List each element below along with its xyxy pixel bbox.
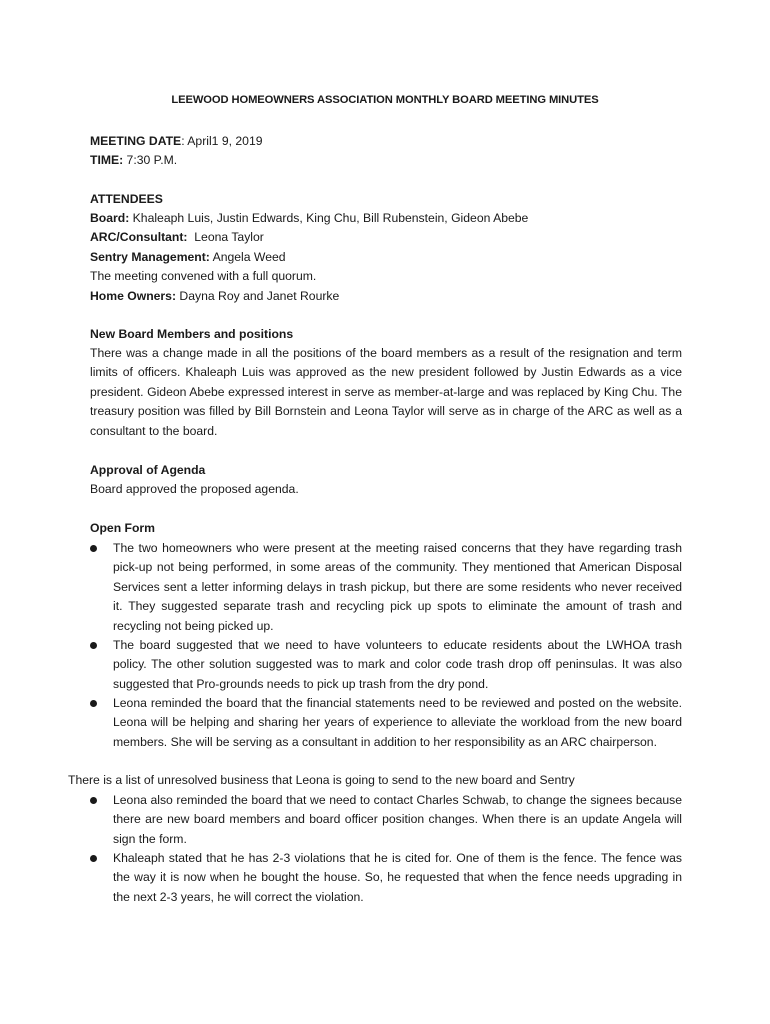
time-value: 7:30 P.M. — [123, 153, 178, 167]
bullet-icon — [90, 545, 97, 552]
sentry-value: Angela Weed — [209, 250, 286, 264]
board-line — [90, 209, 682, 228]
time-label: TIME: — [90, 153, 124, 167]
list-item-text: Khaleaph stated that he has 2-3 violations that he is cited for. One of them is the fence. The fence was the way it is now when he bought the house. So, he requested that when the fence needs upgrading in the next 2-3 years, he will correct the violation. — [113, 851, 682, 904]
home-owners-value: Dayna Roy and Janet Rourke — [176, 289, 340, 303]
unresolved-intro: There is a list of unresolved business that Leona is going to send to the new board and Sentry — [68, 773, 575, 787]
bullet-icon — [90, 855, 97, 862]
arc-line — [90, 228, 682, 247]
meeting-date-line — [90, 132, 682, 151]
agenda-paragraph: Board approved the proposed agenda. — [90, 482, 299, 496]
arc-value: Leona Taylor — [187, 230, 264, 244]
sentry-label: Sentry Management: — [90, 250, 210, 264]
quorum-line: The meeting convened with a full quorum. — [90, 269, 317, 283]
new-board-heading: New Board Members and positions — [90, 327, 294, 341]
home-owners-label: Home Owners: — [90, 289, 177, 303]
time-line — [90, 151, 682, 170]
bullet-icon — [90, 797, 97, 804]
sentry-line — [90, 248, 682, 267]
meeting-date-value: : April1 9, 2019 — [181, 134, 263, 148]
list-item-text: Leona also reminded the board that we need to contact Charles Schwab, to change the signees because there are new board members and board officer position changes. When there is an update Angela will sign the form. — [113, 793, 682, 846]
home-owners-line — [90, 287, 682, 306]
new-board-paragraph: There was a change made in all the positions of the board members as a result of the resignation and term limits of officers. Khaleaph Luis was approved as the new president followed by Justin Edwards as a vice president. Gideon Abebe expressed interest in serve as member-at-large and was replaced by King Chu. The treasury position was filled by Bill Bornstein and Leona Taylor will serve as in charge of the ARC as well as a consultant to the board. — [90, 346, 682, 438]
document-title: LEEWOOD HOMEOWNERS ASSOCIATION MONTHLY BOARD MEETING MINUTES — [171, 94, 599, 106]
list-item-text: The board suggested that we need to have volunteers to educate residents about the LWHOA trash policy. The other solution suggested was to mark and color code trash drop off peninsulas. It was also suggested that Pro-grounds needs to pick up trash from the dry pond. — [113, 638, 682, 691]
agenda-heading: Approval of Agenda — [90, 463, 206, 477]
board-value: Khaleaph Luis, Justin Edwards, King Chu, Bill Rubenstein, Gideon Abebe — [129, 211, 529, 225]
meeting-date-label: MEETING DATE — [90, 134, 182, 148]
bullet-icon — [90, 642, 97, 649]
arc-label: ARC/Consultant: — [90, 230, 188, 244]
attendees-heading: ATTENDEES — [90, 192, 163, 206]
board-label: Board: — [90, 211, 130, 225]
bullet-icon — [90, 700, 97, 707]
list-item-text: Leona reminded the board that the financial statements need to be reviewed and posted on the website. Leona will be helping and sharing her years of experience to alleviate the workload from the new board members. She will be serving as a consultant in addition to her responsibility as an ARC chairperson. — [113, 696, 682, 749]
open-form-heading: Open Form — [90, 521, 156, 535]
list-item-text: The two homeowners who were present at the meeting raised concerns that they have regarding trash pick-up not being performed, in some areas of the community. They mentioned that American Disposal Services sent a letter informing delays in trash pickup, but there are some residents who never received it. They suggested separate trash and recycling pick up spots to eliminate the amount of trash and recycling not being picked up. — [113, 541, 682, 633]
